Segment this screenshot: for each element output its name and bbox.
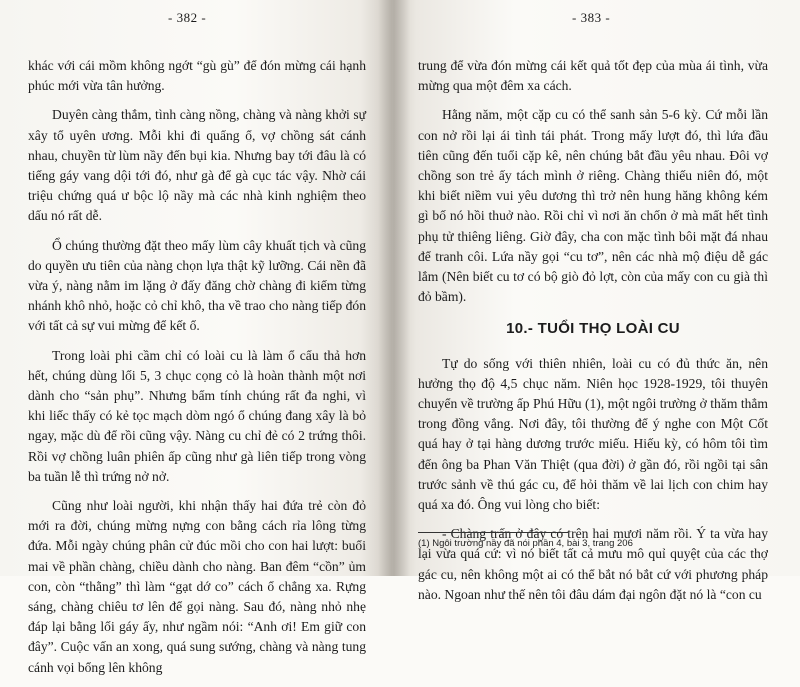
paragraph: Hằng năm, một cặp cu có thể sanh sản 5-6 kỳ. Cứ mỗi lần con nở rồi lại ái tình tái phát. Trong mấy lượt đó, thì lứa đầu tiên cũng đến tuổi cặp kê, nên chúng bắt đầu yêu nhau. Đôi vợ chồng son trẻ ấy tách mình ở riêng. Chàng thiếu niên đó, một khi biết niềm vui yêu dương thì trở nên hung hăng không kém gì bố nó hồi thuở nào. Rồi chỉ vì nơi ăn chốn ở mà mất hết tình phụ tử thiêng liêng. Giờ đây, cha con mặc tình bôi mặt đá nhau để tranh côi. Lứa nầy gọi “cu tơ”, nên các nhà mộ điệu dễ gác lắm (Nên biết cu tơ có bộ giò đỏ lợt, còn của mấy con cu già thì đỏ bầm). — [418, 107, 768, 305]
footnote-divider — [418, 532, 568, 533]
left-page-body — [28, 56, 366, 687]
left-page-number: - 382 - — [168, 10, 207, 25]
paragraph: Duyên càng thắm, tình càng nồng, chàng và nàng khởi sự xây tổ uyên ương. Mỗi khi đi quẩng ổ, vợ chồng sát cánh nhau, chuyền từ lùm nầy đến bụi kia. Nhưng bay tới đâu là có tiếng gáy vang dội tới đó, như gà để gà cục tác vậy. Nhờ cái triệu chứng quá ư bộc lộ nầy mà các nhà kinh nghiệm theo dấu nó rất dễ. — [28, 107, 366, 224]
right-page-number: - 383 - — [572, 10, 611, 25]
paragraph: khác với cái mồm không ngớt “gù gù” để đón mừng cái hạnh phúc mới vừa tân hưởng. — [28, 58, 366, 94]
left-page — [0, 0, 392, 675]
paragraph: Tự do sống với thiên nhiên, loài cu có đủ thức ăn, nên hưởng thọ độ 4,5 chục năm. Niên học 1928-1929, tôi thuyên chuyển về trường ấp Phú Hữu (1), một ngôi trường ở thăm thẳm trong đồng vắng. Nơi đây, tôi thường để ý nghe con Một Cốt quá hay ở tại hàng dương trước miếu. Hiếu kỳ, có hôm tôi tìm đến ông ba Phan Văn Thiệt (qua đời) ở gần đó, rồi ngồi tại sân trước sảnh về thú gác cu, để hỏi thăm về lai lịch con chim hay quá xa đó. Ông vui lòng cho biết: — [418, 355, 768, 513]
paragraph: Cũng như loài người, khi nhận thấy hai đứa trẻ còn đỏ mới ra đời, chúng mừng nựng con bằng cách rỉa lông từng đứa. Mỗi ngày chúng phân cử đúc mồi cho con hai lượt: buổi mai về phần chàng, chiều dành cho nàng. Ban đêm “cồn” ủm con, còn “thằng” thì làm “gạt dớ co” cách ổ chẳng xa. Rựng sáng, chàng chiêu tơ lên để gọi nàng. Sau đó, nàng nhỏ nhẹ đáp lại bằng lối gáy ấy, như ngầm nói: “Anh ơi! Em giữ con đây”. Cuộc vấn an xong, quá sung sướng, chàng và nàng tung cánh vọi bổng lên không — [28, 498, 366, 675]
right-page — [392, 0, 800, 602]
section-heading: 10.- TUỔI THỌ LOÀI CU — [506, 320, 680, 338]
paragraph: Ổ chúng thường đặt theo mấy lùm cây khuất tịch và cũng do quyền ưu tiên của nàng chọn lựa thật kỹ lưỡng. Cái nền đã vừa ý, nàng nằm im lặng ở đấy đăng chờ chàng đi kiếm từng nhánh khô nhỏ, hoặc cỏ chỉ khô, tha về trao cho nàng tiếp đón với tất cả sự vui mừng để kết ổ. — [28, 237, 366, 334]
footnote: (1) Ngôi trường nầy đã nói phần 4, bài 3, trang 206 — [418, 538, 633, 549]
paragraph: Trong loài phi cầm chỉ có loài cu là làm ổ cẩu thả hơn hết, chúng dùng lối 5, 3 chục cọng cỏ là hoàn thành một nơi dành cho “sản phụ”. Nhưng bẩm tính chúng rất đa nghi, vì khi liếc thấy có kẻ tọc mạch dòm ngó ổ chúng đang xây là bỏ ngay, mặc dù để rồi cũng vậy. Nàng cu chỉ đẻ có 2 trứng thôi. Rồi vợ chồng luân phiên ấp cũng như gà liên tiếp trong vòng ba tuần lễ thì trứng nở nở. — [28, 347, 366, 484]
book-gutter — [378, 0, 410, 576]
right-page-body — [418, 56, 768, 614]
paragraph: trung để vừa đón mừng cái kết quả tốt đẹp của mùa ái tình, vừa mừng qua một đêm xa cách. — [418, 58, 768, 94]
paragraph: - Chàng trấn ở đây có trên hai mươi năm rồi. Ý ta vừa hay lại vừa quá cứ: vì nó biết tất cả mưu mô quỉ quyệt của các thợ gác cu, nên không một ai có thể bắt nó bắt cứ với phương pháp nào. Ngoan như thế nên tôi đâu dám đại ngôn đặt nó là “con cu — [418, 526, 768, 602]
